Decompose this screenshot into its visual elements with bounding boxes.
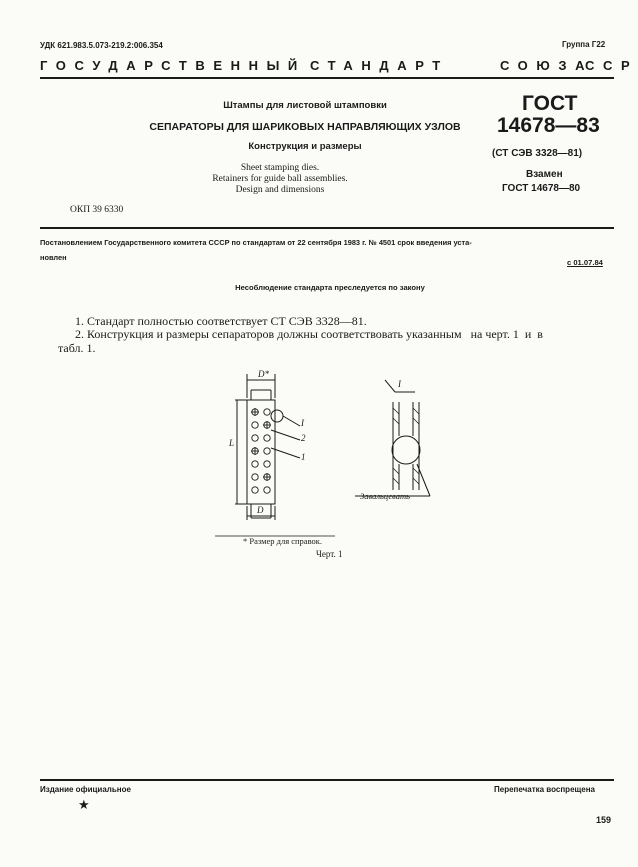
callout-1: 1 [301, 452, 306, 462]
detail-label: I [398, 379, 401, 389]
title-english [140, 163, 420, 196]
title-line-2: СЕПАРАТОРЫ ДЛЯ ШАРИКОВЫХ НАПРАВЛЯЮЩИХ УЗЛОВ [149, 121, 461, 133]
paragraph-2-cont: табл. 1. [58, 341, 96, 355]
banner-word-1: ГОСУДАРСТВЕННЫЙ [40, 58, 306, 73]
banner-word-3: СОЮЗА [500, 58, 594, 73]
legal-notice: Несоблюдение стандарта преследуется по закону [235, 283, 425, 292]
paragraph-1: 1. Стандарт полностью соответствует СТ СЭВ 3328—81. [75, 314, 367, 328]
paragraph-2: 2. Конструкция и размеры сепараторов должны соответствовать указанным на черт. 1 и в [75, 327, 543, 341]
gost-label: ГОСТ [522, 92, 578, 115]
callout-2: 2 [301, 433, 306, 443]
banner-word-4: ССР [585, 58, 638, 73]
reprint-prohibited: Перепечатка воспрещена [494, 785, 595, 794]
replaces-gost: ГОСТ 14678—80 [502, 183, 581, 194]
okp-code: ОКП 39 6330 [70, 205, 124, 215]
st-sev-ref: (СТ СЭВ 3328—81) [492, 148, 583, 159]
figure-caption: Черт. 1 [316, 549, 343, 559]
figure-footnote: * Размер для справок. [243, 536, 323, 546]
udc-code: УДК 621.983.5.073-219.2:006.354 [40, 41, 163, 50]
detail-note: Завальцевать [360, 491, 411, 501]
group-code: Группа Г22 [562, 40, 606, 49]
decree-date: с 01.07.84 [567, 258, 603, 267]
title-rule [40, 227, 614, 229]
banner-word-2: СТАНДАРТ [310, 58, 449, 73]
page-number: 159 [596, 815, 612, 825]
decree-line-1: Постановлением Государственного комитета СССР по стандартам от 22 сентября 1983 г. № 4501 срок введения уста- [40, 238, 472, 247]
retainer-front-view [235, 374, 300, 520]
dim-top-label: D* [258, 369, 269, 379]
header-rule [40, 77, 614, 79]
title-line-1: Штампы для листовой штамповки [223, 100, 387, 111]
gost-number: 14678—83 [497, 114, 600, 137]
title-line-3: Конструкция и размеры [248, 141, 362, 152]
dim-left-label: L [229, 438, 235, 448]
decree-line-2: новлен [40, 253, 67, 262]
footer-rule [40, 779, 614, 781]
title-en-1: Sheet stamping dies. [240, 163, 320, 173]
retainer-drawing [205, 368, 465, 550]
state-standard-banner [40, 58, 638, 74]
callout-I: I [301, 418, 304, 428]
star-icon: ★ [78, 797, 90, 812]
title-en-3: Design and dimensions [235, 185, 325, 195]
detail-section-view [355, 380, 430, 496]
title-en-2: Retainers for guide ball assemblies. [212, 174, 348, 184]
replaces-label: Взамен [526, 169, 563, 180]
official-edition: Издание официальное [40, 785, 131, 794]
dim-bottom-label: D [257, 505, 264, 515]
